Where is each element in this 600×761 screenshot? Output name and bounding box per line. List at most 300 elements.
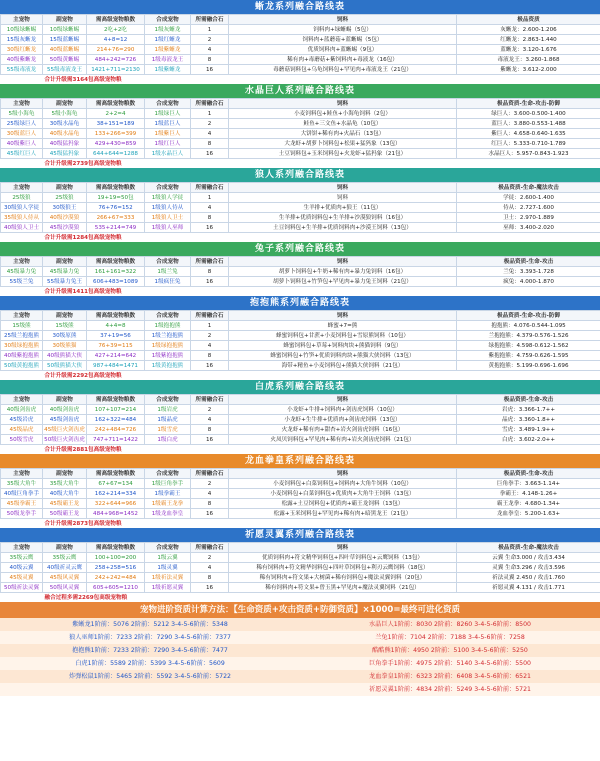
column-header: 极品资质-生命-魔法攻击 <box>457 183 600 193</box>
section-title: 兔子系列融合路线表 <box>0 242 600 256</box>
table-header-row <box>1 543 600 553</box>
table-cell: 45级晶虎 <box>1 425 43 435</box>
table-cell: 灵翼 生命3.296 / 攻击3.596 <box>457 563 600 573</box>
section-title: 祈愿灵翼系列融合路线表 <box>0 528 600 542</box>
table-row <box>1 139 600 149</box>
table-cell: 1 <box>191 25 229 35</box>
total-row <box>1 75 600 85</box>
table-row <box>1 149 600 159</box>
table-cell: 16 <box>191 223 229 233</box>
table-cell: 40级紫巨人 <box>1 139 43 149</box>
column-header: 饲料 <box>229 311 457 321</box>
table-row <box>1 573 600 583</box>
total-row <box>1 233 600 243</box>
table-cell: 祈法灵翼 2.450 / 攻击1.760 <box>457 573 600 583</box>
footer-cell: 巨角拳手1阶前：4975 2阶前：5140 3-4-5-6阶前：5500 <box>300 657 600 670</box>
table-cell: 蜂蜜+7=熊 <box>229 321 457 331</box>
table-cell: 1级紫抱抱熊 <box>145 351 191 361</box>
table-cell: 1级霸王龙拳 <box>145 499 191 509</box>
table-cell: 1级红蜥龙 <box>145 35 191 45</box>
table-cell: 30级狼人学徒 <box>1 203 43 213</box>
table-header-row <box>1 257 600 267</box>
table-cell: 胡萝卜饲料包+竹笋包+罕见肉+暴力兔王饲料（21包） <box>229 277 457 287</box>
column-header: 合成宠物 <box>145 469 191 479</box>
table-cell: 8 <box>191 213 229 223</box>
table-cell: 4 <box>191 341 229 351</box>
table-cell: 55级兰兔 <box>1 277 43 287</box>
section-dragon <box>0 454 600 528</box>
column-header: 所需融合石 <box>191 543 229 553</box>
footer-row <box>0 683 600 696</box>
table-cell: 火凤贝饲料包+罕见肉+稀有肉+岩火剑齿虎饲料（21包） <box>229 435 457 445</box>
table-cell: 土豆饲料包+玉米饲料包+火龙虾+猛犸象（21包） <box>229 149 457 159</box>
table-cell: 19+19=50包 <box>87 193 145 203</box>
table-cell: 4 <box>191 415 229 425</box>
table-cell: 抱抱熊：4.076-0.544-1.095 <box>457 321 600 331</box>
footer-cell <box>0 683 300 696</box>
column-header: 所需融合石 <box>191 15 229 25</box>
column-header: 需高级宠物粮数 <box>87 183 145 193</box>
table-cell: 30级熊猫 <box>43 341 87 351</box>
column-header: 副宠物 <box>43 311 87 321</box>
column-header: 主宠物 <box>1 311 43 321</box>
column-header: 副宠物 <box>43 15 87 25</box>
table-cell: 1级水晶巨人 <box>145 149 191 159</box>
table-cell: 蜂蜜饲料包+甘蔗+小麦饲料包+雪原熊饲料（10包） <box>229 331 457 341</box>
table-cell: 1 <box>191 109 229 119</box>
table-cell: 535+214=749 <box>87 223 145 233</box>
column-header: 需高级宠物粮数 <box>87 15 145 25</box>
table-cell: 4 <box>191 45 229 55</box>
table-cell: 50级巨火剑齿虎 <box>44 436 85 443</box>
route-table <box>0 182 600 242</box>
table-cell: 35级云鹰 <box>43 553 87 563</box>
column-header: 需高级宠物粮数 <box>87 311 145 321</box>
table-row <box>1 321 600 331</box>
table-cell: 16 <box>191 277 229 287</box>
route-table <box>0 256 600 296</box>
table-cell: 40级水晶龟 <box>43 129 87 139</box>
section-title: 抱抱熊系列融合路线表 <box>0 296 600 310</box>
table-row <box>1 277 600 287</box>
table-cell: 土豆饲料包+生羊排+优质饲料肉+沙漠王饲料（13包） <box>229 223 457 233</box>
table-cell: 蓝巨人：3.880-0.553-1.488 <box>457 119 600 129</box>
footer-cell: 抱抱熊1阶前：7233 2阶前：7290 3-4-5-6阶前：7477 <box>0 644 300 657</box>
table-cell: 4 <box>191 203 229 213</box>
table-cell: 45级风灵翼 <box>43 573 87 583</box>
table-cell: 427+214=642 <box>87 351 145 361</box>
table-cell: 50级祈法灵翼 <box>1 583 43 593</box>
total-text: 合计升级需2292包高级宠物粮 <box>44 372 122 379</box>
table-header-row <box>1 15 600 25</box>
table-cell: 云翼 生命3.000 / 攻击3.434 <box>457 553 600 563</box>
table-cell: 1级狼人侍从 <box>145 203 191 213</box>
table-cell: 1级绿抱抱熊 <box>145 341 191 351</box>
table-cell: 45级沙漠狼 <box>43 223 87 233</box>
table-cell: 8 <box>191 55 229 65</box>
column-header: 合成宠物 <box>145 543 191 553</box>
table-cell: 76+39=115 <box>87 341 145 351</box>
table-cell: 258+258=516 <box>87 563 145 573</box>
table-cell: 1级毒液龙王 <box>145 55 191 65</box>
table-row <box>1 119 600 129</box>
table-cell: 1级狼人学徒 <box>145 193 191 203</box>
footer-row <box>0 670 600 683</box>
total-row <box>1 519 600 529</box>
route-table <box>0 310 600 380</box>
table-cell: 484+968=1452 <box>87 509 145 519</box>
table-cell: 2 <box>191 331 229 341</box>
table-cell: 1级紫蜥龙 <box>145 45 191 55</box>
table-cell: 30级蓝巨人 <box>1 129 43 139</box>
column-header: 需高级宠物粮数 <box>87 99 145 109</box>
table-cell: 小龙虾+牛排+饲料肉+剑齿虎饲料（10包） <box>229 405 457 415</box>
table-cell: 45级拳霸王 <box>1 499 43 509</box>
table-row <box>1 583 600 593</box>
table-cell: 晶虎：3.360-1.8++ <box>457 415 600 425</box>
table-cell: 蜂蜜饲料包+草莓+饲料肉块+熊猫饲料（9包） <box>229 341 457 351</box>
table-cell: 30级狼王 <box>43 203 87 213</box>
table-cell: 8 <box>191 425 229 435</box>
table-cell: 小麦饲料包+白菜饲料包+优质肉+大角牛王饲料（13包） <box>229 489 457 499</box>
table-cell: 50级霸王龙 <box>43 509 87 519</box>
table-row <box>1 361 600 371</box>
table-cell: 35级大角牛 <box>43 479 87 489</box>
table-cell: 40级紫抱抱熊 <box>1 351 43 361</box>
table-cell: 1级兰兔 <box>145 267 191 277</box>
table-cell: 1级岩虎 <box>145 405 191 415</box>
column-header: 极品资质-生命-攻击 <box>457 395 600 405</box>
section-hug <box>0 296 600 380</box>
table-row <box>1 351 600 361</box>
table-cell: 卫士：2.970-1.889 <box>457 213 600 223</box>
table-cell: 45级猛犸象 <box>43 149 87 159</box>
table-cell: 25级绿巨人 <box>1 119 43 129</box>
table-cell: 大龙虾+胡萝卜饲料包+松果+猛犸象（13包） <box>229 139 457 149</box>
table-cell: 35级大角牛 <box>1 479 43 489</box>
section-title: 狼人系列融合路线表 <box>0 168 600 182</box>
table-cell: 蓝蜥龙：3.120-1.676 <box>457 45 600 55</box>
table-cell: 50级黄抱抱熊 <box>1 361 43 371</box>
table-cell: 红蜥龙：2.863-1.440 <box>457 35 600 45</box>
table-cell: 1级祈法灵翼 <box>145 573 191 583</box>
table-cell: 8 <box>191 139 229 149</box>
table-header-row <box>1 99 600 109</box>
table-cell: 40级狼人卫士 <box>1 223 43 233</box>
table-cell: 35级狼人侍从 <box>1 213 43 223</box>
table-cell: 40级沙漠狼 <box>43 213 87 223</box>
table-header-row <box>1 183 600 193</box>
table-cell: 鲑鱼+三文鱼+水晶龟（10包） <box>229 119 457 129</box>
section-title: 水晶巨人系列融合路线表 <box>0 84 600 98</box>
table-cell: 4+8=12 <box>87 35 145 45</box>
table-cell: 16 <box>191 361 229 371</box>
column-header: 合成宠物 <box>145 183 191 193</box>
table-cell: 巫师：3.400-2.020 <box>457 223 600 233</box>
table-cell: 605+605=1210 <box>87 583 145 593</box>
column-header: 饲料 <box>229 15 457 25</box>
table-cell: 45级红巨人 <box>1 149 43 159</box>
table-cell: 1级紫蜥龙 <box>145 65 191 75</box>
table-cell: 38+151=189 <box>87 119 145 129</box>
table-cell: 优质饲料肉+蓝蜥蜴（9包） <box>229 45 457 55</box>
route-table <box>0 468 600 528</box>
table-cell: 45级灵翼 <box>1 573 43 583</box>
table-cell: 45级岩虎 <box>1 415 43 425</box>
section-title: 蜥龙系列融合路线表 <box>0 0 600 14</box>
route-table <box>0 394 600 454</box>
table-cell: 67+67=134 <box>87 479 145 489</box>
table-row <box>1 25 600 35</box>
column-header: 需高级宠物粮数 <box>87 469 145 479</box>
column-header: 饲料 <box>229 183 457 193</box>
column-header: 所需融合石 <box>191 395 229 405</box>
total-row <box>1 159 600 169</box>
column-header: 主宠物 <box>1 183 43 193</box>
table-cell: 45级暴力兔 <box>43 267 87 277</box>
table-cell: 小麦饲料包+鲑鱼+小海龟饲料（2包） <box>229 109 457 119</box>
table-header-row <box>1 469 600 479</box>
column-header: 饲料 <box>229 257 457 267</box>
table-cell: 1级祈愿灵翼 <box>145 583 191 593</box>
table-cell: 37+19=56 <box>87 331 145 341</box>
table-cell: 2 <box>191 553 229 563</box>
column-header: 极品资质 <box>457 15 600 25</box>
table-cell: 1级狼人巫师 <box>145 223 191 233</box>
column-header: 主宠物 <box>1 395 43 405</box>
table-cell: 40级巨角拳手 <box>1 489 43 499</box>
table-cell: 4+4=8 <box>87 321 145 331</box>
table-cell: 兰抱抱熊：4.379-0.576-1.526 <box>457 331 600 341</box>
table-cell: 4 <box>191 129 229 139</box>
footer-row <box>0 644 600 657</box>
table-cell: 1级紫巨人 <box>145 129 191 139</box>
table-cell: 50级黄蜥蜴 <box>43 55 87 65</box>
column-header: 饲料 <box>229 543 457 553</box>
table-cell: 266+67=333 <box>87 213 145 223</box>
total-row <box>1 445 600 455</box>
table-cell: 5级小海龟 <box>43 109 87 119</box>
table-cell: 987+484=1471 <box>87 361 145 371</box>
table-cell: 小麦饲料包+白菜饲料包+饲料肉+大角牛饲料（10包） <box>229 479 457 489</box>
table-cell: 40级大角牛 <box>43 489 87 499</box>
total-text: 合计升级需2739包高级宠物粮 <box>44 160 122 167</box>
table-cell: 45级霸王龙 <box>43 499 87 509</box>
table-cell: 322+644=966 <box>87 499 145 509</box>
column-header: 极品资质-生命-攻击-防御 <box>457 311 600 321</box>
footer-row <box>0 631 600 644</box>
table-cell: 133+266=399 <box>87 129 145 139</box>
table-cell: 606+483=1089 <box>87 277 145 287</box>
footer-cell: 祈愿灵翼1阶前：4834 2阶前：5249 3-4-5-6阶前：5721 <box>300 683 600 696</box>
table-cell: 50级熊猫大侠 <box>43 361 87 371</box>
table-cell: 绿抱抱熊：4.598-0.612-1.562 <box>457 341 600 351</box>
table-cell: 红巨人：5.333-0.710-1.789 <box>457 139 600 149</box>
total-row <box>1 287 600 297</box>
table-cell: 242+242=484 <box>87 573 145 583</box>
table-cell: 25级狼 <box>1 193 43 203</box>
table-cell: 55级毒液龙王 <box>43 65 87 75</box>
table-row <box>1 489 600 499</box>
section-pray <box>0 528 600 602</box>
column-header: 副宠物 <box>43 183 87 193</box>
table-row <box>1 65 600 75</box>
table-cell: 1级抱抱熊 <box>145 321 191 331</box>
column-header: 所需融合石 <box>191 257 229 267</box>
table-cell: 16 <box>191 65 229 75</box>
column-header: 需高级宠物粮数 <box>87 257 145 267</box>
table-cell: 16 <box>191 435 229 445</box>
column-header: 所需融合石 <box>191 99 229 109</box>
table-cell: 484+242=726 <box>87 55 145 65</box>
table-cell: 8 <box>191 267 229 277</box>
column-header: 极品资质-生命-攻击-防御 <box>457 99 600 109</box>
table-cell: 稀有肉+毒蘑菇+紫饲料肉+毒液龙（16包） <box>229 55 457 65</box>
table-cell: 1级云翼 <box>145 553 191 563</box>
column-header: 主宠物 <box>1 543 43 553</box>
table-cell: 拳霸王：4.148-1.26+ <box>457 489 600 499</box>
table-cell: 黄抱抱熊：5.199-0.696-1.696 <box>457 361 600 371</box>
table-cell: 2 <box>191 35 229 45</box>
table-cell: 55级毒液龙 <box>1 65 43 75</box>
section-rabbit <box>0 242 600 296</box>
table-row <box>1 509 600 519</box>
table-row <box>1 415 600 425</box>
total-row <box>1 593 600 603</box>
table-cell: 1级狼人卫士 <box>145 213 191 223</box>
table-cell: 747+711=1422 <box>87 435 145 445</box>
table-cell: 15级熊 <box>1 321 43 331</box>
table-cell: 50级风灵翼 <box>43 583 87 593</box>
column-header: 饲料 <box>229 469 457 479</box>
table-cell: 40级祈灵云鹰 <box>43 563 87 573</box>
table-cell: 小龙虾+生牛排+优质肉+剑齿虎饲料（13包） <box>229 415 457 425</box>
table-cell: 生羊排+优质饲料包+生羊排+沙漠狼饲料（16包） <box>229 213 457 223</box>
table-cell: 侍从：2.727-1.600 <box>457 203 600 213</box>
column-header: 饲料 <box>229 395 457 405</box>
column-header: 所需融合石 <box>191 469 229 479</box>
column-header: 主宠物 <box>1 99 43 109</box>
table-cell: 55级暴力兔王 <box>43 277 87 287</box>
table-cell: 16 <box>191 583 229 593</box>
qualification-footer <box>0 602 600 696</box>
table-row <box>1 499 600 509</box>
table-row <box>1 341 600 351</box>
table-cell: 1级蓝巨人 <box>145 119 191 129</box>
table-row <box>1 553 600 563</box>
column-header: 极品资质-生命-攻击 <box>457 469 600 479</box>
table-cell: 1421+711=2130 <box>87 65 145 75</box>
table-cell: 1级疯狂兔 <box>145 277 191 287</box>
table-cell: 35级云鹰 <box>1 553 43 563</box>
table-cell: 巨角拳手：3.663-1.14+ <box>457 479 600 489</box>
footer-cell: 兰兔1阶前：7104 2阶前：7188 3-4-5-6阶前：7258 <box>300 631 600 644</box>
table-cell: 胡萝卜饲料包+牛奶+稀有肉+暴力兔饲料（16包） <box>229 267 457 277</box>
table-cell: 40级蓝蜥蜴 <box>43 45 87 55</box>
table-cell: 15级熊 <box>43 321 87 331</box>
table-row <box>1 405 600 415</box>
table-row <box>1 563 600 573</box>
column-header: 需高级宠物粮数 <box>87 395 145 405</box>
section-title: 龙血拳皇系列融合路线表 <box>0 454 600 468</box>
table-cell: 40级剑齿虎 <box>1 405 43 415</box>
table-cell: 兰兔：3.393-1.728 <box>457 267 600 277</box>
table-cell: 1级兰抱抱熊 <box>145 331 191 341</box>
route-table <box>0 14 600 84</box>
table-cell: 1级绿巨人 <box>145 109 191 119</box>
table-cell: 海带+精鱼+小麦饲料包+熊猫大侠饲料（21包） <box>229 361 457 371</box>
section-lizard <box>0 0 600 84</box>
table-cell: 优质饲料肉+符文精华饲料包+四叶草饲料包+云鹰饲料（13包） <box>229 553 457 563</box>
column-header: 合成宠物 <box>145 257 191 267</box>
table-cell: 25级兰抱抱熊 <box>1 331 43 341</box>
table-cell: 大饼饼+稀有肉+火晶石（13包） <box>229 129 457 139</box>
table-cell: 学徒：2.600-1.400 <box>457 193 600 203</box>
table-cell: 50级龙拳手 <box>1 509 43 519</box>
table-cell: 4 <box>191 563 229 573</box>
table-cell: 毒蘑菇饲料包+乌龟饲料包+罕见肉+毒液龙王（21包） <box>229 65 457 75</box>
table-cell: 30级原熊 <box>43 331 87 341</box>
column-header: 所需融合石 <box>191 311 229 321</box>
table-cell: 15级蓝蜥蜴 <box>43 35 87 45</box>
table-row <box>1 203 600 213</box>
table-cell: 214+76=290 <box>87 45 145 55</box>
table-cell: 紫蜥龙：3.612-2.000 <box>457 65 600 75</box>
table-row <box>1 193 600 203</box>
table-cell: 107+107=214 <box>87 405 145 415</box>
total-text: 合计升级需2873包高级宠物粮 <box>44 520 122 527</box>
total-text: 合计升级需1284包高级宠物粮 <box>44 234 122 241</box>
footer-cell: 炸弹松鼠1阶前：5465 2阶前：5592 3-4-5-6阶前：5722 <box>0 670 300 683</box>
table-cell: 162+322=484 <box>87 415 145 425</box>
table-cell: 1级巨角拳手 <box>145 479 191 489</box>
column-header: 合成宠物 <box>145 15 191 25</box>
table-cell: 绿巨人：3.600-0.500-1.400 <box>457 109 600 119</box>
table-cell: 1 <box>191 193 229 203</box>
table-cell: 2吃+2吃 <box>87 25 145 35</box>
table-cell: 疯兔：4.000-1.870 <box>457 277 600 287</box>
table-cell: 2 <box>191 479 229 489</box>
table-cell: 45级巨火剑齿虎 <box>44 426 85 433</box>
table-cell: 644+644=1288 <box>87 149 145 159</box>
column-header: 极品资质-生命-攻击 <box>457 257 600 267</box>
table-cell: 灰蜥龙：2.600-1.206 <box>457 25 600 35</box>
footer-cell: 白虎1阶前：5589 2阶前：5399 3-4-5-6阶前：5609 <box>0 657 300 670</box>
table-row <box>1 425 600 435</box>
table-cell: 30级水晶龟 <box>43 119 87 129</box>
table-cell: 40级云翼 <box>1 563 43 573</box>
table-cell: 1 <box>191 321 229 331</box>
table-cell: 40级猛犸象 <box>43 139 87 149</box>
total-text: 合计升级需1411包高级宠物粮 <box>44 288 122 295</box>
table-cell: 10级绿蜥蜴 <box>1 25 43 35</box>
table-row <box>1 109 600 119</box>
total-text: 合计升级需2881包高级宠物粮 <box>44 446 122 453</box>
table-cell: 242+484=726 <box>87 425 145 435</box>
column-header: 合成宠物 <box>145 311 191 321</box>
column-header: 饲料 <box>229 99 457 109</box>
column-header: 主宠物 <box>1 15 43 25</box>
footer-row <box>0 618 600 631</box>
table-cell: 16 <box>191 509 229 519</box>
table-cell: 1级晶虎 <box>145 415 191 425</box>
table-cell: 白虎：3.602-2.0++ <box>457 435 600 445</box>
table-cell: 岩虎：3.366-1.7++ <box>457 405 600 415</box>
table-cell: 1级拳霸王 <box>145 489 191 499</box>
table-cell: 1级黄抱抱熊 <box>145 361 191 371</box>
table-cell: 30级绿抱抱熊 <box>1 341 43 351</box>
table-row <box>1 479 600 489</box>
